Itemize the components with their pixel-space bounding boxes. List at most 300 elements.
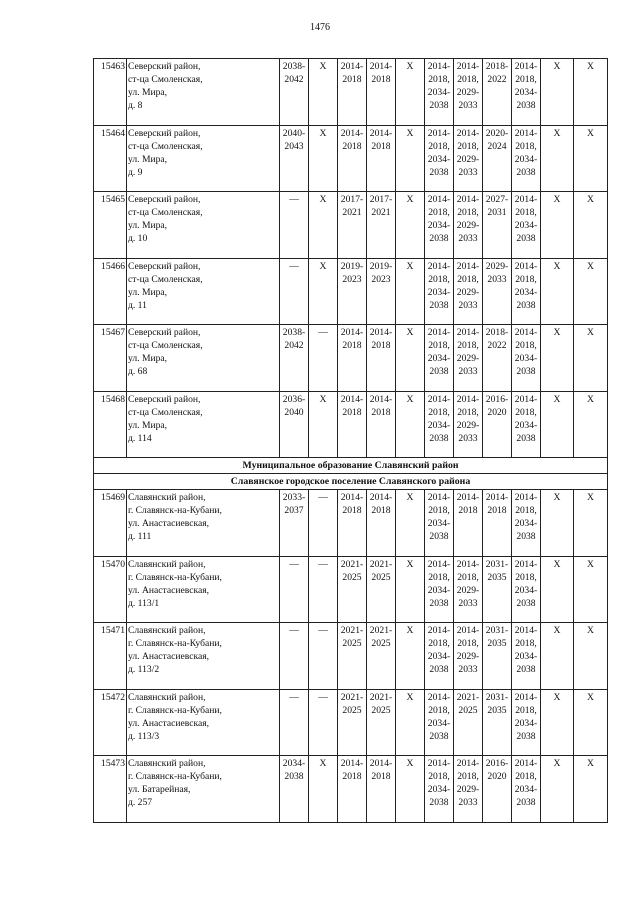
table-row	[94, 689, 608, 756]
term-cell	[512, 325, 541, 392]
cell-line: 2021	[371, 207, 391, 218]
cell-line: 2034-	[427, 220, 451, 231]
cell-line: X	[406, 260, 414, 272]
cell-line: 2023	[342, 273, 362, 285]
cell-line: 2018,	[428, 340, 450, 351]
cell-line: 2014-	[369, 393, 393, 405]
term-cell	[309, 556, 338, 623]
cell-line: X	[553, 558, 561, 570]
cell-line: 2020-	[485, 127, 509, 139]
cell-line: X	[587, 61, 594, 72]
cell-line: ул. Батарейная,	[128, 784, 191, 795]
housing-register-table	[93, 58, 608, 823]
term-cell	[280, 756, 309, 823]
cell-line: 2018-	[485, 61, 509, 72]
cell-line: 2027-	[485, 194, 509, 205]
cell-line: 2014-	[340, 492, 364, 503]
term-cell	[483, 556, 512, 623]
cell-line: 2018	[371, 74, 391, 85]
address-cell	[127, 258, 280, 325]
term-cell	[338, 192, 367, 259]
cell-line: д. 257	[128, 797, 153, 808]
cell-line: 2038	[429, 730, 449, 742]
term-cell	[483, 59, 512, 126]
term-cell	[309, 689, 338, 756]
term-cell	[512, 756, 541, 823]
cell-line: 2025	[342, 704, 362, 716]
term-cell	[280, 192, 309, 259]
term-cell	[541, 59, 574, 126]
cell-line: 2018,	[457, 771, 479, 782]
term-cell	[309, 391, 338, 458]
cell-line: X	[587, 194, 594, 205]
cell-line: 2018,	[515, 140, 537, 152]
cell-line: 2018	[342, 771, 362, 782]
term-cell	[454, 325, 483, 392]
cell-line: д. 11	[128, 299, 147, 311]
cell-line: 2038	[516, 432, 536, 444]
term-cell	[280, 490, 309, 557]
term-cell	[454, 556, 483, 623]
cell-line: ст-ца Смоленская,	[128, 406, 203, 418]
cell-line: ул. Мира,	[128, 286, 168, 298]
address-cell	[127, 689, 280, 756]
cell-line: 2018	[371, 505, 391, 516]
cell-line: Славянский район,	[128, 558, 206, 570]
term-cell	[574, 623, 608, 690]
cell-line: 2014-	[514, 558, 538, 570]
cell-line: 2014-	[427, 625, 451, 636]
cell-line: 2034-	[427, 584, 451, 596]
cell-line: 2014-	[427, 260, 451, 272]
cell-line: 2018,	[515, 340, 537, 351]
cell-line: 2014-	[514, 194, 538, 205]
term-cell	[483, 623, 512, 690]
cell-line: 2018,	[457, 273, 479, 285]
term-cell	[367, 490, 396, 557]
cell-line: 2014-	[427, 393, 451, 405]
cell-line: 2014-	[369, 327, 393, 338]
term-cell	[338, 556, 367, 623]
cell-line: 2018,	[457, 140, 479, 152]
term-cell	[338, 125, 367, 192]
cell-line: 2017-	[369, 194, 393, 205]
row-number: 15468	[94, 391, 127, 458]
cell-line: —	[318, 558, 328, 570]
cell-line: д. 113/3	[128, 730, 160, 742]
cell-line: 2018,	[428, 638, 450, 649]
term-cell	[512, 125, 541, 192]
cell-line: 2038	[516, 233, 536, 244]
cell-line: 2034-	[514, 717, 538, 729]
cell-line: 2014-	[514, 127, 538, 139]
term-cell	[367, 556, 396, 623]
cell-line: 2034-	[514, 584, 538, 596]
cell-line: Северский район,	[128, 127, 201, 139]
cell-line: ул. Мира,	[128, 419, 168, 431]
cell-line: X	[587, 691, 594, 703]
cell-line: д. 113/1	[128, 597, 160, 609]
cell-line: 2033	[458, 166, 478, 178]
term-cell	[396, 756, 425, 823]
settlement-header	[94, 474, 608, 490]
cell-line: X	[553, 625, 561, 636]
term-cell	[338, 623, 367, 690]
cell-line: д. 68	[128, 366, 148, 377]
cell-line: 2035	[487, 638, 507, 649]
term-cell	[574, 556, 608, 623]
municipality-header	[94, 458, 608, 474]
cell-line: 2038-	[282, 327, 306, 338]
cell-line: 2038-	[282, 61, 306, 72]
term-cell	[396, 391, 425, 458]
cell-line: 2038	[516, 730, 536, 742]
term-cell	[396, 192, 425, 259]
term-cell	[574, 325, 608, 392]
cell-line: X	[406, 327, 414, 338]
cell-line: 2018,	[428, 74, 450, 85]
cell-line: 2034-	[427, 651, 451, 662]
term-cell	[541, 125, 574, 192]
term-cell	[367, 756, 396, 823]
cell-line: 2018,	[457, 638, 479, 649]
cell-line: 2018	[371, 140, 391, 152]
cell-line: —	[318, 492, 328, 503]
cell-line: 2029-	[456, 286, 480, 298]
term-cell	[309, 125, 338, 192]
cell-line: 2029-	[456, 87, 480, 98]
cell-line: 2018,	[428, 505, 450, 516]
term-cell	[483, 125, 512, 192]
term-cell	[280, 556, 309, 623]
cell-line: X	[319, 127, 327, 139]
cell-line: 2014-	[427, 61, 451, 72]
cell-line: д. 111	[128, 531, 152, 542]
table-row	[94, 125, 608, 192]
cell-line: 2021-	[369, 625, 393, 636]
cell-line: ул. Мира,	[128, 220, 168, 231]
term-cell	[309, 59, 338, 126]
term-cell	[425, 490, 454, 557]
cell-line: 2018,	[428, 207, 450, 218]
cell-line: X	[319, 194, 327, 205]
settlement-header-title: Славянское городское поселение Славянского района	[94, 474, 608, 490]
cell-line: ул. Анастасиевская,	[128, 584, 210, 596]
cell-line: 2018,	[457, 74, 479, 85]
cell-line: 2025	[371, 571, 391, 583]
cell-line: 2038	[516, 664, 536, 675]
term-cell	[454, 258, 483, 325]
cell-line: 2025	[371, 704, 391, 716]
cell-line: 2018,	[515, 571, 537, 583]
cell-line: 2018,	[428, 771, 450, 782]
cell-line: 2014-	[340, 127, 364, 139]
cell-line: г. Славянск-на-Кубани,	[128, 771, 222, 782]
page-number: 1476	[310, 22, 330, 33]
cell-line: 2038	[429, 597, 449, 609]
cell-line: 2033	[458, 299, 478, 311]
cell-line: 2018	[487, 505, 507, 516]
term-cell	[338, 59, 367, 126]
cell-line: 2038	[429, 664, 449, 675]
cell-line: 2038	[516, 797, 536, 808]
cell-line: 2014-	[369, 758, 393, 769]
cell-line: Славянский район,	[128, 492, 206, 503]
term-cell	[280, 689, 309, 756]
cell-line: 2038	[516, 531, 536, 542]
term-cell	[541, 258, 574, 325]
cell-line: 2038	[429, 299, 449, 311]
term-cell	[541, 689, 574, 756]
term-cell	[367, 125, 396, 192]
cell-line: 2014-	[514, 758, 538, 769]
cell-line: 2018,	[515, 771, 537, 782]
cell-line: 2035	[487, 571, 507, 583]
cell-line: 2014-	[456, 625, 480, 636]
address-cell	[127, 490, 280, 557]
cell-line: X	[587, 492, 594, 503]
term-cell	[483, 325, 512, 392]
term-cell	[512, 59, 541, 126]
term-cell	[396, 125, 425, 192]
cell-line: 2038	[429, 166, 449, 178]
cell-line: 2034-	[427, 286, 451, 298]
cell-line: 2014-	[369, 127, 393, 139]
cell-line: X	[406, 758, 414, 769]
cell-line: 2029-	[456, 651, 480, 662]
cell-line: ул. Анастасиевская,	[128, 717, 210, 729]
cell-line: 2018,	[428, 571, 450, 583]
cell-line: 2018,	[428, 406, 450, 418]
term-cell	[425, 556, 454, 623]
cell-line: 2014-	[485, 492, 509, 503]
cell-line: 2029-	[456, 220, 480, 231]
address-cell	[127, 125, 280, 192]
address-cell	[127, 192, 280, 259]
municipality-header-title: Муниципальное образование Славянский район	[94, 458, 608, 474]
table-row	[94, 556, 608, 623]
table-row	[94, 59, 608, 126]
cell-line: 2018,	[515, 704, 537, 716]
cell-line: 2031-	[485, 558, 509, 570]
cell-line: X	[587, 625, 594, 636]
table-row	[94, 192, 608, 259]
term-cell	[512, 391, 541, 458]
cell-line: 2034-	[427, 353, 451, 364]
term-cell	[483, 756, 512, 823]
cell-line: 2025	[342, 571, 362, 583]
cell-line: 2031-	[485, 625, 509, 636]
term-cell	[574, 490, 608, 557]
cell-line: 2038	[429, 366, 449, 377]
cell-line: 2014-	[456, 194, 480, 205]
cell-line: 2038	[429, 432, 449, 444]
cell-line: 2021	[342, 207, 362, 218]
term-cell	[512, 689, 541, 756]
cell-line: 2034-	[427, 717, 451, 729]
table-row	[94, 490, 608, 557]
cell-line: 2038	[516, 366, 536, 377]
cell-line: 2018	[371, 406, 391, 418]
row-number: 15472	[94, 689, 127, 756]
cell-line: ст-ца Смоленская,	[128, 207, 203, 218]
cell-line: 2029-	[456, 419, 480, 431]
cell-line: 2018	[342, 505, 362, 516]
cell-line: 2014-	[514, 327, 538, 338]
cell-line: 2021-	[369, 558, 393, 570]
cell-line: 2025	[342, 638, 362, 649]
cell-line: 2018,	[515, 74, 537, 85]
cell-line: 2018,	[428, 704, 450, 716]
cell-line: 2038	[429, 100, 449, 111]
cell-line: 2029-	[456, 153, 480, 165]
cell-line: 2034-	[514, 353, 538, 364]
term-cell	[338, 756, 367, 823]
cell-line: д. 114	[128, 432, 152, 444]
cell-line: 2014-	[514, 492, 538, 503]
cell-line: X	[319, 393, 327, 405]
address-cell	[127, 623, 280, 690]
term-cell	[367, 623, 396, 690]
term-cell	[541, 192, 574, 259]
cell-line: 2034-	[514, 784, 538, 795]
term-cell	[338, 258, 367, 325]
term-cell	[309, 325, 338, 392]
term-cell	[483, 391, 512, 458]
cell-line: 2038	[429, 531, 449, 542]
cell-line: ул. Анастасиевская,	[128, 651, 210, 662]
cell-line: —	[318, 691, 328, 703]
cell-line: 2014-	[427, 691, 451, 703]
cell-line: 2021-	[456, 691, 480, 703]
cell-line: 2014-	[514, 691, 538, 703]
cell-line: 2018	[342, 340, 362, 351]
cell-line: 2033	[458, 366, 478, 377]
cell-line: 2040-	[282, 127, 306, 139]
term-cell	[454, 391, 483, 458]
cell-line: 2014-	[514, 625, 538, 636]
row-number: 15469	[94, 490, 127, 557]
term-cell	[396, 490, 425, 557]
term-cell	[338, 689, 367, 756]
cell-line: д. 113/2	[128, 664, 160, 675]
term-cell	[396, 623, 425, 690]
cell-line: Северский район,	[128, 393, 201, 405]
table-row	[94, 325, 608, 392]
table-row	[94, 623, 608, 690]
term-cell	[425, 391, 454, 458]
cell-line: X	[553, 492, 561, 503]
cell-line: 2038	[516, 299, 536, 311]
row-number: 15464	[94, 125, 127, 192]
cell-line: 2042	[284, 74, 304, 85]
term-cell	[512, 192, 541, 259]
cell-line: 2018	[342, 74, 362, 85]
cell-line: ст-ца Смоленская,	[128, 140, 203, 152]
cell-line: 2031	[487, 207, 507, 218]
cell-line: X	[553, 758, 561, 769]
address-cell	[127, 325, 280, 392]
cell-line: X	[553, 327, 561, 338]
cell-line: 2020	[487, 771, 507, 782]
term-cell	[425, 192, 454, 259]
term-cell	[367, 325, 396, 392]
cell-line: 2021-	[340, 691, 364, 703]
cell-line: 2018	[371, 340, 391, 351]
term-cell	[396, 258, 425, 325]
term-cell	[367, 391, 396, 458]
cell-line: 2014-	[427, 127, 451, 139]
cell-line: 2019-	[340, 260, 364, 272]
term-cell	[425, 258, 454, 325]
cell-line: X	[587, 260, 594, 272]
term-cell	[425, 59, 454, 126]
cell-line: 2042	[284, 340, 304, 351]
cell-line: X	[553, 393, 561, 405]
term-cell	[512, 623, 541, 690]
cell-line: 2014-	[456, 327, 480, 338]
cell-line: д. 10	[128, 233, 148, 244]
cell-line: X	[587, 758, 594, 769]
cell-line: г. Славянск-на-Кубани,	[128, 505, 222, 516]
term-cell	[367, 689, 396, 756]
cell-line: г. Славянск-на-Кубани,	[128, 571, 222, 583]
cell-line: ст-ца Смоленская,	[128, 340, 203, 351]
term-cell	[574, 192, 608, 259]
term-cell	[483, 258, 512, 325]
term-cell	[574, 258, 608, 325]
cell-line: X	[553, 61, 561, 72]
address-cell	[127, 59, 280, 126]
cell-line: 2014-	[456, 61, 480, 72]
term-cell	[512, 556, 541, 623]
cell-line: Славянский район,	[128, 625, 206, 636]
cell-line: 2014-	[340, 327, 364, 338]
term-cell	[280, 325, 309, 392]
cell-line: 2033	[458, 664, 478, 675]
cell-line: 2018,	[457, 207, 479, 218]
term-cell	[454, 125, 483, 192]
cell-line: —	[289, 625, 299, 636]
cell-line: 2033	[458, 797, 478, 808]
cell-line: 2034-	[514, 651, 538, 662]
cell-line: 2014-	[369, 61, 393, 72]
cell-line: 2038	[429, 233, 449, 244]
term-cell	[541, 756, 574, 823]
cell-line: 2033	[458, 233, 478, 244]
cell-line: 2014-	[514, 61, 538, 72]
cell-line: 2034-	[427, 419, 451, 431]
cell-line: —	[318, 327, 328, 338]
term-cell	[574, 391, 608, 458]
term-cell	[425, 689, 454, 756]
cell-line: ул. Анастасиевская,	[128, 518, 210, 529]
cell-line: 2022	[487, 340, 507, 351]
cell-line: 2014-	[456, 260, 480, 272]
cell-line: X	[587, 393, 594, 405]
cell-line: X	[587, 558, 594, 570]
cell-line: 2018	[458, 505, 478, 516]
cell-line: 2014-	[514, 260, 538, 272]
cell-line: 2018,	[457, 340, 479, 351]
cell-line: 2025	[458, 704, 478, 716]
term-cell	[454, 192, 483, 259]
cell-line: 2018	[342, 140, 362, 152]
cell-line: 2014-	[340, 393, 364, 405]
cell-line: —	[289, 691, 299, 703]
cell-line: 2018,	[457, 406, 479, 418]
term-cell	[425, 756, 454, 823]
